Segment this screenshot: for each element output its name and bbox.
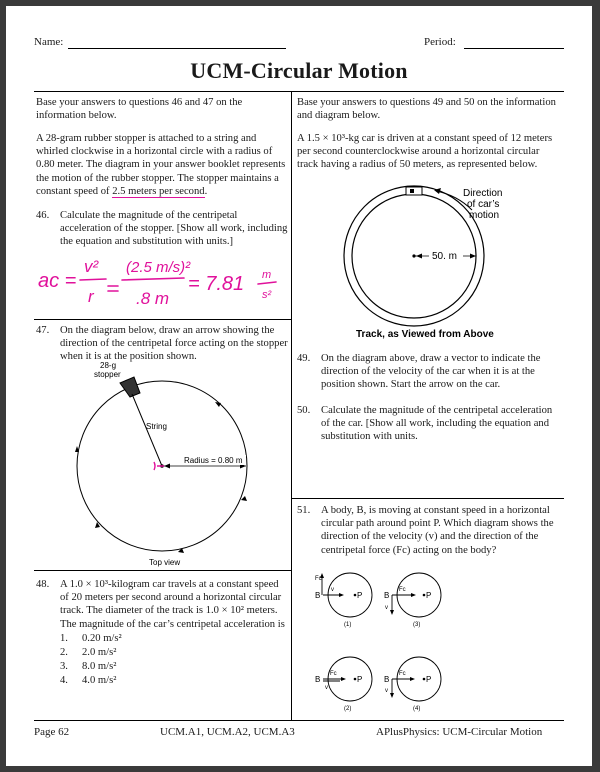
top-view-caption: Top view [149,558,181,567]
svg-text:P: P [426,675,432,684]
footer-page: Page 62 [34,726,70,738]
hw-unit-top: m [262,269,272,281]
hw-fraction-bar-2 [122,278,184,280]
q51-option-2[interactable] [315,657,372,712]
underlined-speed: 2.5 meters per second [112,185,205,197]
track-caption: Track, as Viewed from Above [356,329,494,340]
hw-ac: ac = [38,270,77,292]
svg-text:(1): (1) [344,622,352,628]
question-47: 47. On the diagram below, draw an arrow showing the direction of the centripetal force acting on the stopper when it is at the position shown. [36,325,288,363]
track-radius-arrow-right [470,254,476,259]
intro-49-50: Base your answers to questions 49 and 50 on the information and diagram below. [297,97,556,122]
question-48: 48. A 1.0 × 10³-kilogram car travels at a constant speed of 20 meters per second around a horizontal circular track. The diameter of the track is 1.0 × 10² meters. The magnitude of the car’s centripetal acceleration is [36,579,285,630]
column-divider [291,91,292,721]
q48-choice-1[interactable]: 1. 0.20 m/s² [60,633,122,644]
top-rule [34,91,564,92]
hw-r: r [88,287,94,306]
hw-num: (2.5 m/s)² [126,259,191,276]
question-46: 46. Calculate the magnitude of the centripetal acceleration of the stopper. [Show all work, including the equation and substitution with units.] [36,210,288,248]
handwritten-arrow-mark [154,462,164,470]
page-title: UCM-Circular Motion [190,58,408,83]
radius-arrow-left [164,464,170,469]
name-label: Name: [34,36,64,48]
string-label: String [146,422,167,431]
track-diagram [296,182,564,342]
cw-arrow-2 [241,496,247,501]
svg-text:B: B [384,591,390,600]
q51-diagrams [306,572,456,722]
cw-arrow-1 [215,402,221,407]
q51-option-4[interactable] [384,657,441,712]
q48-choice-4[interactable]: 4. 4.0 m/s² [60,675,117,686]
intro-46-47: Base your answers to questions 46 and 47 on the information below. [36,97,243,122]
footer-codes: UCM.A1, UCM.A2, UCM.A3 [160,726,295,738]
direction-label-3: motion [469,210,500,221]
question-51: 51. A body, B, is moving at constant speed in a horizontal circular path around point P. Which diagram shows the direction of the velocity (v) and the direction of the centripetal force (Fc) acting on the body? [297,505,554,556]
svg-text:P: P [426,591,432,600]
svg-text:B: B [384,675,390,684]
info-46-47: A 28-gram rubber stopper is attached to a string and whirled clockwise in a horizontal circle with a radius of 0.80 meter. The diagram in your answer booklet represents the motion of the rubber stopper. The stopper maintains a constant speed of 2.5 meters per second. [36,133,286,197]
direction-label-1: Direction [463,188,503,199]
hw-v2: v² [84,257,99,276]
svg-text:B: B [315,591,321,600]
svg-text:v: v [385,688,388,694]
direction-label-2: of car’s [467,199,500,210]
hw-unit-bottom: s² [262,289,272,301]
question-49: 49. On the diagram above, draw a vector to indicate the direction of the velocity of the car when it is at the position shown. Start the arrow on the car. [297,353,541,391]
hw-result: = 7.81 [188,273,245,295]
bottom-rule [34,720,564,721]
svg-text:(3): (3) [413,622,421,628]
q48-choice-3[interactable]: 3. 8.0 m/s² [60,661,117,672]
track-radius-label: 50. m [432,251,458,262]
svg-text:Fc: Fc [399,587,406,593]
svg-text:Fc: Fc [330,671,337,677]
period-line [464,48,564,49]
q48-choice-2[interactable]: 2. 2.0 m/s² [60,647,117,658]
stopper-icon [120,377,140,397]
name-line [68,48,286,49]
question-50: 50. Calculate the magnitude of the centripetal acceleration of the car. [Show all work, including the equation and substitution with units. [297,405,553,443]
rule-47-48 [34,570,291,571]
q51-option-3[interactable] [384,573,441,628]
svg-text:P: P [357,591,363,600]
car-window-icon [410,189,414,193]
handwritten-answer-46 [36,250,288,316]
hw-den: .8 m [136,289,170,308]
svg-text:v: v [385,605,388,611]
svg-text:(2): (2) [344,706,352,712]
worksheet-page [6,6,592,766]
info-49-50: A 1.5 × 10³-kg car is driven at a constant speed of 12 meters per second counterclockwise around a horizontal circular track having a radius of 50 meters, as represented below. [297,133,553,171]
svg-text:v: v [325,685,328,691]
q51-option-1[interactable] [315,573,372,628]
svg-text:Fc: Fc [315,576,322,582]
rule-50-51 [292,498,564,499]
track-radius-arrow-left [416,254,422,259]
radius-label: Radius = 0.80 m [184,456,243,465]
svg-text:Fc: Fc [399,671,406,677]
rule-46-47 [34,319,291,320]
hw-fraction-bar-1 [80,279,106,280]
svg-text:(4): (4) [413,706,421,712]
svg-text:v: v [331,587,334,593]
stopper-label-1: 28-g [100,362,117,370]
hw-fraction-bar-3 [258,282,276,284]
q48-choices [60,632,122,688]
footer-source: APlusPhysics: UCM-Circular Motion [376,726,543,738]
period-label: Period: [424,36,456,48]
diagram-47 [36,362,291,568]
svg-text:B: B [315,675,321,684]
stopper-label-2: stopper [94,370,121,379]
svg-text:P: P [357,675,363,684]
